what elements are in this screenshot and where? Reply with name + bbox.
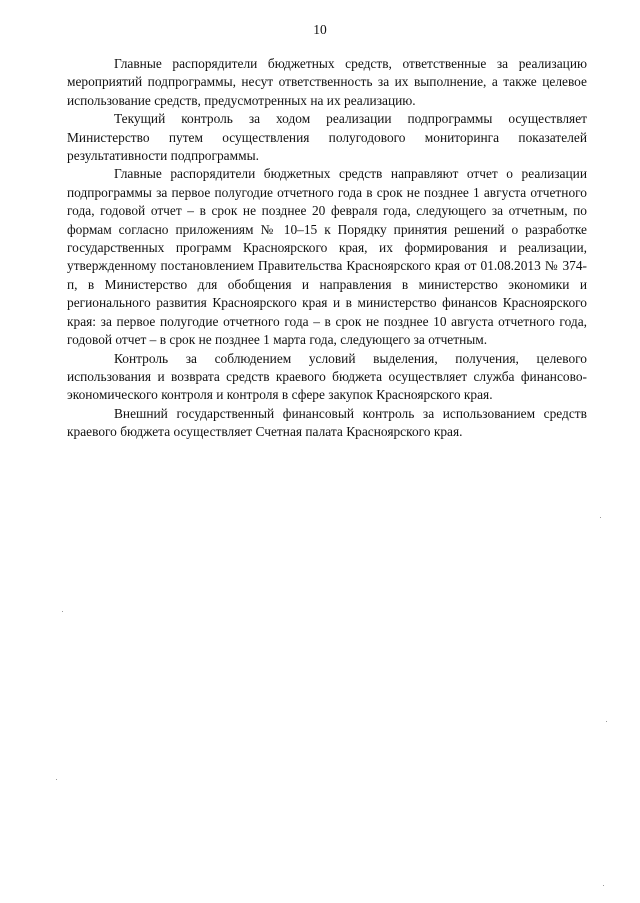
page-number: 10: [313, 22, 327, 37]
paragraph-current-control: Текущий контроль за ходом реализации подпрограммы осуществляет Министерство путем осуществления полугодового мониторинга показателей результативности подпрограммы.: [67, 111, 587, 164]
document-body: [67, 55, 587, 442]
scan-speck: [603, 885, 604, 886]
paragraph-reporting: Главные распорядители бюджетных средств направляют отчет о реализации подпрограммы за первое полугодие отчетного года в срок не позднее 1 августа отчетного года, годовой отчет – в срок не позднее 20 февраля года, следующего за отчетным, по формам согласно приложениям № 10–15 к Порядку принятия решений о разработке государственных программ Красноярского края, их формирования и реализации, утвержденному постановлением Правительства Красноярского края от 01.08.2013 № 374-п, в Министерство для обобщения и направления в министерство экономики и регионального развития Красноярского края и в министерство финансов Красноярского края: за первое полугодие отчетного года – в срок не позднее 10 августа отчетного года, годовой отчет – в срок не позднее 1 марта года, следующего за отчетным.: [67, 166, 587, 348]
scan-speck: [606, 721, 607, 722]
paragraph-external-control: Внешний государственный финансовый контроль за использованием средств краевого бюджета осуществляет Счетная палата Красноярского края.: [67, 405, 587, 440]
paragraph-compliance-control: Контроль за соблюдением условий выделения, получения, целевого использования и возврата средств краевого бюджета осуществляет служба финансово-экономического контроля и контроля в сфере закупок Красноярского края.: [67, 350, 587, 403]
paragraph-responsibility: Главные распорядители бюджетных средств, ответственные за реализацию мероприятий подпрограммы, несут ответственность за их выполнение, а также целевое использование средств, предусмотренных на их реализацию.: [67, 56, 587, 108]
scan-speck: [62, 611, 63, 612]
scan-speck: [600, 517, 601, 518]
scan-speck: [56, 779, 57, 780]
